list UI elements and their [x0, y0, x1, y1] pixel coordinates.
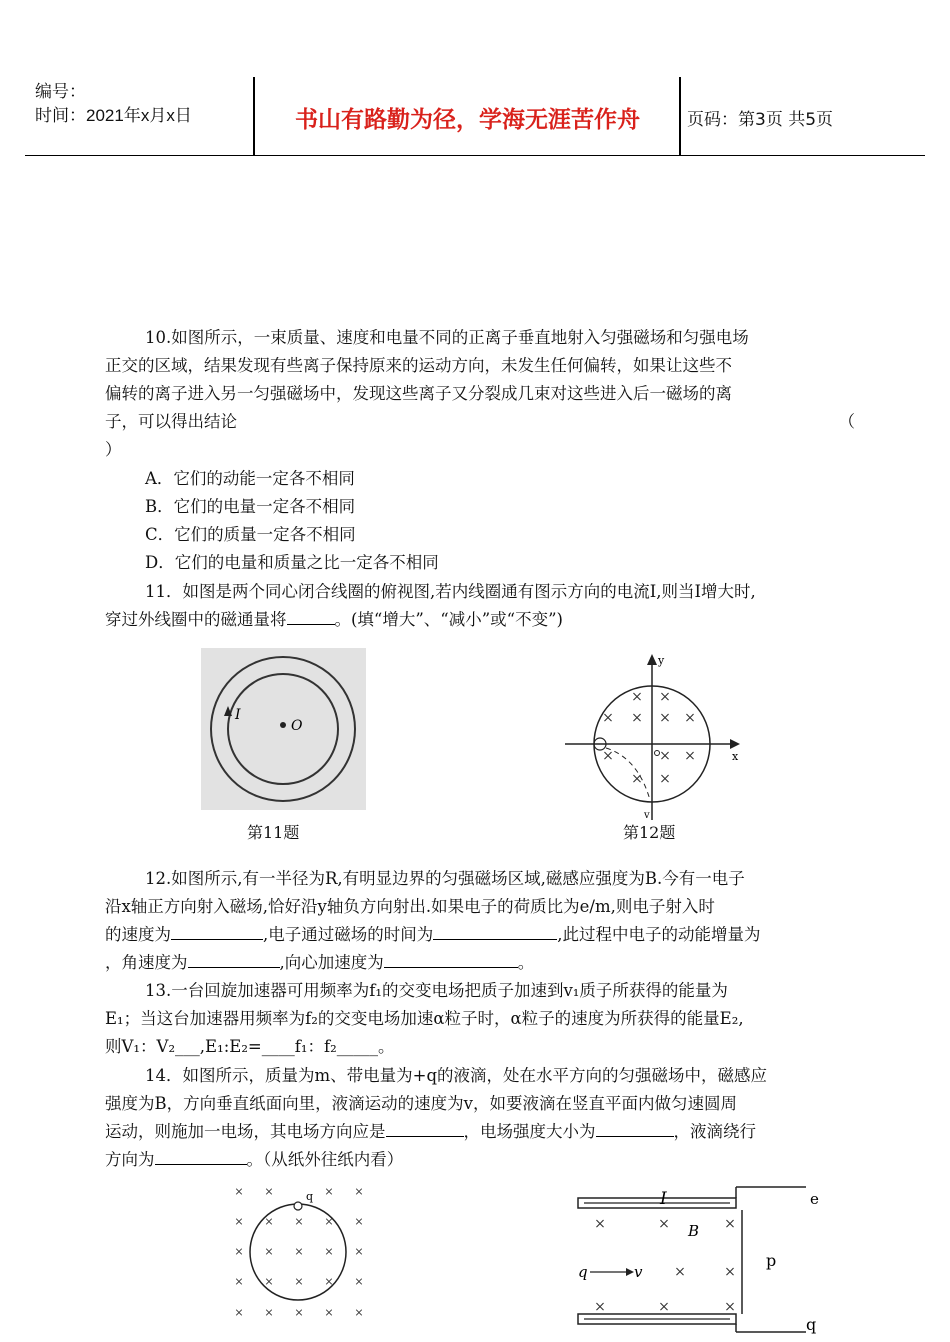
current-label: I [660, 1189, 667, 1209]
terminal-p-label: p [766, 1251, 777, 1270]
field-cross-mark: × [324, 1306, 334, 1319]
answer-blank [384, 949, 518, 968]
field-cross-mark: × [234, 1306, 244, 1319]
field-cross-mark: × [354, 1306, 364, 1319]
figure-background [201, 648, 366, 810]
figure-12-caption: 第12题 [623, 823, 676, 842]
header-page-info: 页码：第3页 共5页 [687, 110, 834, 130]
q14-line-2: 强度为B，方向垂直纸面向里，液滴运动的速度为v，如要液滴在竖直平面内做匀速圆周 [105, 1094, 737, 1113]
field-cross-mark: × [234, 1245, 244, 1258]
terminal-e-label: e [810, 1190, 819, 1208]
q10-line-2: 正交的区域，结果发现有些离子保持原来的运动方向，未发生任何偏转，如果让这些不 [105, 356, 732, 375]
q12-line-1: 12.如图所示,有一半径为R,有明显边界的匀强磁场区域,磁感应强度为B.今有一电子 [145, 869, 745, 888]
answer-blank [596, 1118, 674, 1137]
droplet [294, 1202, 302, 1210]
field-cross-mark: × [631, 771, 643, 787]
field-cross-mark: × [324, 1245, 334, 1258]
field-cross-mark: × [602, 748, 614, 764]
center-point [280, 722, 286, 728]
field-cross-mark: × [354, 1275, 364, 1288]
q10-option-a: A．它们的动能一定各不相同 [145, 469, 355, 488]
field-cross-mark: × [294, 1245, 304, 1258]
header-motto: 书山有路勤为径，学海无涯苦作舟 [295, 107, 640, 133]
field-cross-mark: × [724, 1264, 736, 1280]
q10-option-b: B．它们的电量一定各不相同 [145, 497, 356, 516]
q13-line-3: 则V₁：V₂___,E₁:E₂=____f₁：f₂_____。 [105, 1037, 395, 1056]
q12-line-3-text: 的速度为 [105, 925, 171, 944]
field-cross-mark: × [264, 1306, 274, 1319]
x-axis-label: x [732, 750, 739, 763]
field-cross-marks [602, 689, 696, 787]
y-axis-arrow-icon [647, 654, 657, 665]
answer-paren-close: ） [105, 440, 122, 459]
answer-blank [386, 1118, 464, 1137]
q14-line-1: 14．如图所示，质量为m、带电量为+q的液滴，处在水平方向的匀强磁场中，磁感应 [145, 1066, 768, 1085]
field-cross-mark: × [264, 1215, 274, 1228]
answer-blank [433, 921, 557, 940]
q12-line-4-mid: ,向心加速度为 [279, 953, 384, 972]
field-cross-mark: × [234, 1215, 244, 1228]
velocity-label: v [644, 810, 650, 820]
figure-14-droplet-orbit [225, 1180, 380, 1330]
figure-15-velocity-selector [570, 1182, 825, 1337]
q10-option-d: D．它们的电量和质量之比一定各不相同 [145, 553, 439, 572]
figure-11-caption: 第11题 [247, 823, 300, 842]
x-axis-arrow-icon [730, 739, 740, 749]
q10-option-c: C．它们的质量一定各不相同 [145, 525, 356, 544]
q12-line-4-tail: 。 [517, 953, 535, 972]
field-cross-mark: × [294, 1275, 304, 1288]
q14-line-4 [105, 1146, 855, 1174]
field-cross-mark: × [294, 1215, 304, 1228]
q14-line-4-tail: 。（从纸外往纸内看） [246, 1150, 404, 1169]
field-cross-mark: × [234, 1275, 244, 1288]
field-cross-mark: × [631, 689, 643, 705]
q11-line-2-tail: 。(填“增大”、“减小”或“不变”) [334, 610, 563, 629]
figure-12-circular-field [560, 650, 745, 820]
field-cross-mark: × [684, 748, 696, 764]
q12-line-4-text: ，角速度为 [105, 953, 188, 972]
field-cross-mark: × [724, 1299, 736, 1315]
q14-line-3-tail: ，液滴绕行 [673, 1122, 756, 1141]
q12-line-4 [105, 949, 855, 977]
field-cross-mark: × [674, 1264, 686, 1280]
q13-line-2: E₁；当这台加速器用频率为f₂的交变电场加速α粒子时，α粒子的速度为所获得的能量E₂, [105, 1009, 744, 1028]
q10-line-1: 10.如图所示，一束质量、速度和电量不同的正离子垂直地射入匀强磁场和匀强电场 [145, 328, 749, 347]
center-label: O [291, 718, 303, 734]
velocity-arrow-icon [626, 1268, 634, 1276]
header-divider [679, 77, 681, 155]
q11-line-2 [105, 606, 855, 634]
field-cross-mark: × [354, 1215, 364, 1228]
field-cross-mark: × [324, 1185, 334, 1198]
q14-line-3 [105, 1118, 855, 1146]
field-cross-mark: × [631, 710, 643, 726]
document-number-label: 编号： [35, 82, 86, 101]
field-cross-mark: × [234, 1185, 244, 1198]
field-cross-mark: × [659, 710, 671, 726]
field-cross-mark: × [594, 1216, 606, 1232]
field-cross-marks [594, 1216, 736, 1315]
q12-line-2: 沿x轴正方向射入磁场,恰好沿y轴负方向射出.如果电子的荷质比为e/m,则电子射入时 [105, 897, 715, 916]
particle-velocity-label: v [634, 1263, 643, 1281]
field-cross-mark: × [724, 1216, 736, 1232]
q10-line-4 [105, 408, 855, 436]
y-axis-label: y [658, 654, 665, 667]
q10-line-3: 偏转的离子进入另一匀强磁场中，发现这些离子又分裂成几束对这些进入后一磁场的离 [105, 384, 732, 403]
field-cross-mark: × [264, 1185, 274, 1198]
field-cross-mark: × [659, 748, 671, 764]
q10-line-4-text: 子，可以得出结论 [105, 412, 237, 431]
q14-line-3-text: 运动，则施加一电场，其电场方向应是 [105, 1122, 386, 1141]
field-cross-mark: × [659, 771, 671, 787]
field-cross-mark: × [324, 1215, 334, 1228]
q12-line-3-mid: ,电子通过磁场的时间为 [263, 925, 434, 944]
field-cross-mark: × [354, 1245, 364, 1258]
document-time-label: 时间：2021年x月x日 [35, 106, 192, 125]
answer-blank [155, 1146, 247, 1165]
terminal-q-label: q [806, 1315, 817, 1334]
answer-paren-open: （ [838, 412, 855, 431]
q11-line-2-text: 穿过外线圈中的磁通量将 [105, 610, 287, 629]
q14-line-4-text: 方向为 [105, 1150, 155, 1169]
answer-blank [287, 606, 335, 625]
field-cross-mark: × [264, 1245, 274, 1258]
field-cross-mark: × [264, 1275, 274, 1288]
field-cross-mark: × [659, 689, 671, 705]
field-cross-mark: × [324, 1275, 334, 1288]
answer-blank [188, 949, 280, 968]
field-cross-mark: × [602, 710, 614, 726]
q13-line-1: 13.一台回旋加速器可用频率为f₁的交变电场把质子加速到v₁质子所获得的能量为 [145, 981, 728, 1000]
q14-line-3-mid: ，电场强度大小为 [463, 1122, 596, 1141]
field-cross-mark: × [294, 1306, 304, 1319]
q12-line-3-tail: ,此过程中电子的动能增量为 [557, 925, 761, 944]
q12-line-3 [105, 921, 855, 949]
field-cross-mark: × [658, 1216, 670, 1232]
page-header [25, 77, 925, 156]
charge-label: q [306, 1190, 314, 1203]
header-left [35, 80, 192, 128]
field-cross-mark: × [658, 1299, 670, 1315]
current-label: I [235, 707, 241, 723]
q11-line-1: 11．如图是两个同心闭合线圈的俯视图,若内线圈通有图示方向的电流I,则当I增大时, [145, 582, 756, 601]
field-cross-mark: × [354, 1185, 364, 1198]
field-cross-mark: × [594, 1299, 606, 1315]
answer-blank [171, 921, 263, 940]
figure-11-concentric-coils [201, 648, 366, 810]
field-cross-mark: × [684, 710, 696, 726]
field-label: B [688, 1222, 700, 1240]
particle-charge-label: q [578, 1263, 588, 1281]
